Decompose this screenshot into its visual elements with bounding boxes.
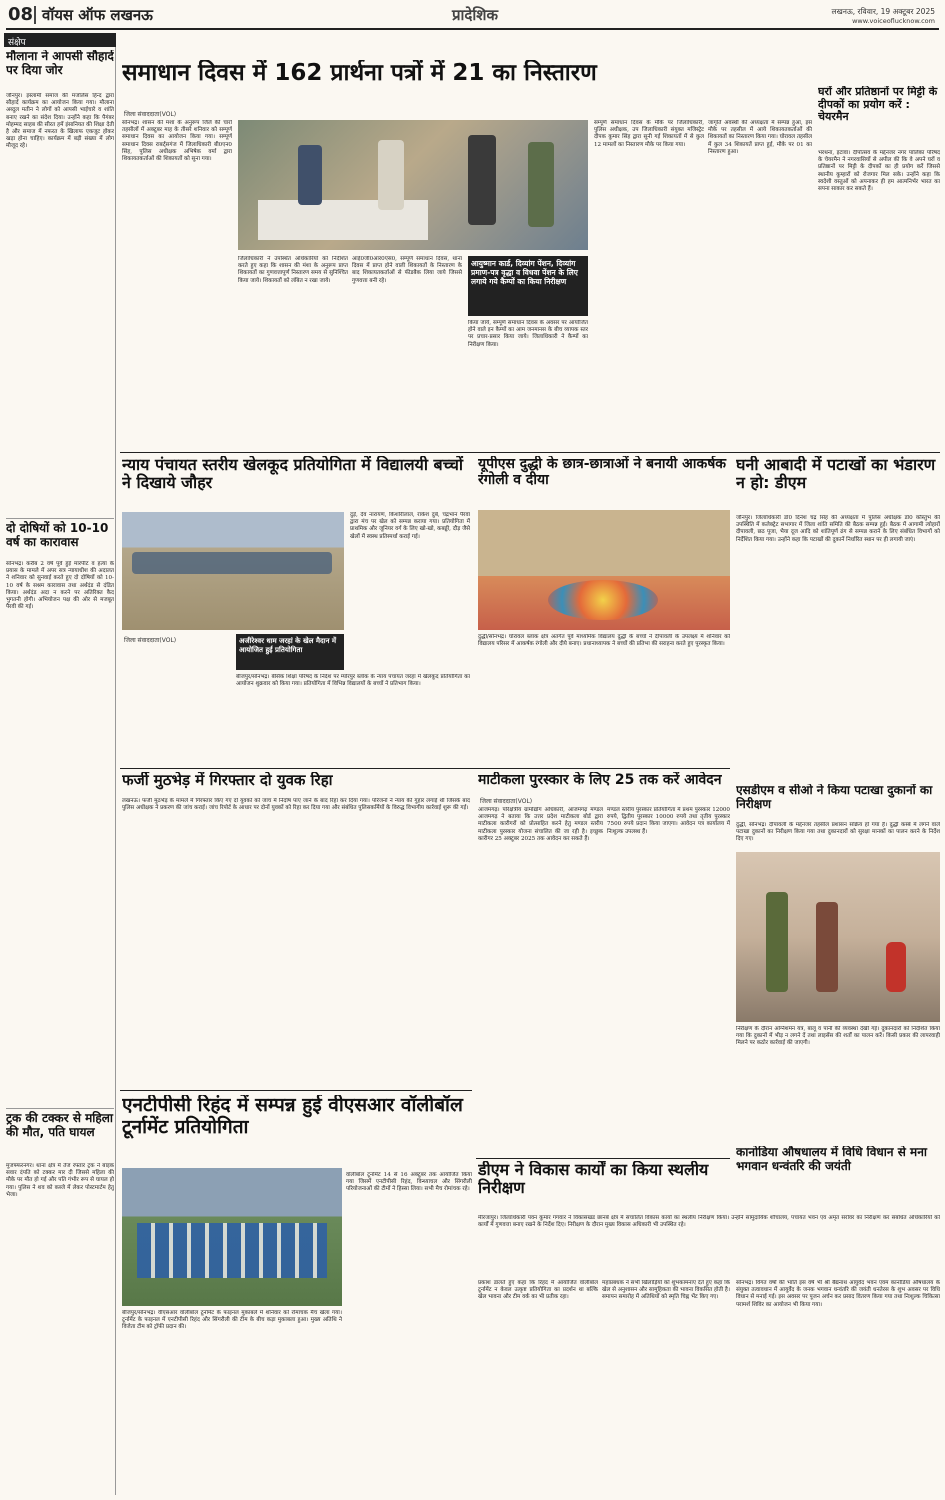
masthead-rule: [6, 28, 939, 30]
main-photo-figure: [298, 145, 322, 205]
main-body-2: जिलाधिकारी ने उपस्थित अधिकारियों को निर्देशित करते हुए कहा कि शासन की मंशा के अनुरूप प्राप्त शिकायतों का गुणवत्तापूर्ण निस्तारण समय से सुनिश्चित किया जाये। शिकायतों को लंबित न रखा जाये।: [238, 256, 348, 284]
brief2-body: सोनभद्र। करीब 2 वर्ष पूर्व हुई मारपीट व हत्या के प्रयास के मामले में अपर सत्र न्यायाधीश की अदालत ने शनिवार को सुनवाई करते हुए दो दोषियों को 10-10 वर्ष के सश्रम कारावास तथा अर्थदंड से दंडित किया। अर्थदंड अदा न करने पर अतिरिक्त कैद भुगतनी होगी। अभियोजन पक्ष की ओर से मजबूत पैरवी की गई।: [6, 561, 114, 611]
main-photo: [238, 120, 588, 250]
main-caption-box: आयुष्मान कार्ड, दिव्यांग पेंशन, दिव्यांग प्रमाण-पत्र वृद्धा व विधवा पेंशन के लिए लगाये गये कैम्पों का किया निरीक्षण: [468, 256, 588, 316]
dhanvantari-body: सोनभद्र। विगत वर्षों की भांति इस वर्ष भी श्री बैद्यनाथ आयुर्वेद भवन एवम कानोडिया औषधालय के संयुक्त तत्वावधान में आयुर्वेद के जनक भगवान धन्वंतरि की जयंती धनतेरस के शुभ अवसर पर विधि विधान से मनाई गई। इस अवसर पर पूजन अर्चन कर प्रसाद वितरण किया गया तथा निःशुल्क चिकित्सा परामर्श शिविर का आयोजन भी किया गया।: [736, 1280, 940, 1308]
volleyball-photo: [122, 1168, 342, 1306]
sidebar-headline: घरों और प्रतिष्ठानों पर मिट्टी के दीपकों का प्रयोग करें : चेयरमैन: [818, 86, 938, 124]
volleyball-headline: एनटीपीसी रिहंद में सम्पन्न हुई वीएसआर वॉलीबॉल टूर्नामेंट प्रतियोगिता: [122, 1095, 463, 1138]
row-rule-1: [120, 452, 940, 453]
arrest-headline: फर्जी मुठभेड़ में गिरफ्तार दो युवक रिहा: [122, 772, 333, 789]
sdm-body: दुद्धी, सोनभद्र। दीपावली के मद्देनजर तहसील प्रशासन सक्रिय हो गया है। दुद्धी कस्बे में लगने वाले पटाखा दुकानों का निरीक्षण किया गया तथा दुकानदारों को सुरक्षा मानकों का पालन करने के निर्देश दिए गए।: [736, 822, 940, 843]
brief1-body: जौनपुर। इस्लामी समाज की मजलिस हिन्द द्वारा सौहार्द कार्यक्रम का आयोजन किया गया। मौलाना अब्दुल मतीन ने लोगों को आपसी भाईचारे व शांति बनाए रखने का संदेश दिया। उन्होंने कहा कि पैगंबर मोहम्मद साहब की सीरत हमें इंसानियत की शिक्षा देती है और समाज में नफरत के खिलाफ एकजुट होकर खड़ा होना चाहिए। कार्यक्रम में बड़ी संख्या में लोग मौजूद रहे।: [6, 93, 114, 150]
main-body-5: सम्पूर्ण समाधान दिवस के मौके पर जिलाधिकारी, पुलिस अधीक्षक, उप जिलाधिकारी संयुक्त मजिस्ट्रेट दीपक कुमार सिंह द्वारा सुनी गई शिकायतों में से कुल 12 मामलों का निस्तारण मौके पर किया गया।: [594, 120, 704, 148]
rangoli-photo-pattern: [548, 580, 658, 620]
sidebar-body: भरथना, इटावा। दीपोत्सव के मद्देनजर नगर पालिका परिषद के चेयरमैन ने नगरवासियों से अपील की कि वे अपने घरों व प्रतिष्ठानों पर मिट्टी के दीपकों का ही प्रयोग करें जिससे स्थानीय कुम्हारों को रोजगार मिल सके। उन्होंने कहा कि स्वदेशी वस्तुओं को अपनाकर ही हम आत्मनिर्भर भारत का सपना साकार कर सकते हैं।: [818, 150, 940, 193]
sdm-photo: [736, 852, 940, 1022]
rangoli-body: दुद्धी/सोनभद्र। घोरावल ब्लाक क्षेत्र अंतर्गत पूर्व माध्यमिक विद्यालय दुद्धी के बच्चों ने दीपावली के उपलक्ष्य में शनिवार को विद्यालय परिसर में आकर्षक रंगोली और दीये बनाए। प्रधानाध्यापक ने बच्चों की प्रतिभा की सराहना करते हुए पुरस्कृत किया।: [478, 634, 730, 648]
volleyball-photo-team: [137, 1223, 327, 1278]
main-headline: समाधान दिवस में 162 प्रार्थना पत्रों में 21 का निस्तारण: [122, 60, 597, 86]
clay-headline: माटीकला पुरस्कार के लिए 25 तक करें आवेदन: [478, 772, 722, 788]
brief2-headline: दो दोषियों को 10-10 वर्ष का कारावास: [6, 518, 114, 558]
main-photo-figure: [528, 142, 554, 227]
dm-body: मीरजापुर। जिलाधिकारी पवन कुमार गंगवार ने विकासखंड छानबे क्षेत्र में संचालित विकास कार्यों का स्थलीय निरीक्षण किया। उन्होंने सामुदायिक शौचालय, पंचायत भवन एवं अमृत सरोवर का निरीक्षण कर संबंधित अधिकारियों को कार्यों में गुणवत्ता बनाए रखने के निर्देश दिए। निरीक्षण के दौरान मुख्य विकास अधिकारी भी उपस्थित रहे।: [478, 1215, 940, 1229]
crackers-headline: घनी आबादी में पटाखों का भंडारण न हो: डीएम: [736, 456, 936, 493]
sports-headline: न्याय पंचायत स्तरीय खेलकूद प्रतियोगिता में विद्यालयी बच्चों ने दिखाये जौहर: [122, 456, 464, 493]
volleyball-body-3: प्रकाश डालते हुए कहा कि रिहंद में आयोजित वॉलीबॉल टूर्नामेंट न केवल उत्कृष्ट प्रतियोगिता का प्रदर्शन था बल्कि खेल भावना और टीम वर्क का भी प्रतीक रहा।: [478, 1280, 598, 1301]
main-body-4: किया जाये, सम्पूर्ण समाधान दिवस के अवसर पर आयोजित होने वाले इन कैम्पों का आम जनमानस के बीच व्यापक स्तर पर प्रचार-प्रसार किया जाये। जिलाधिकारी ने कैम्पों का निरीक्षण किया।: [468, 320, 588, 348]
main-body-3: आई0जी0आर0एस0, सम्पूर्ण समाधान दिवस, थाना दिवस में प्राप्त होने वाली शिकायतों के निस्तारण के बाद शिकायतकर्ताओं से फीडबैक लिया जाये जिससे गुणवत्ता बनी रहे।: [352, 256, 462, 284]
masthead-divider: [34, 6, 36, 24]
brief-label: संक्षेप: [4, 33, 116, 47]
sports-body-1: बीजपुर/सोनभद्र। बेसिक शिक्षा परिषद के निर्देश पर म्योरपुर ब्लॉक के न्याय पंचायत जरहां में खेलकूद प्रतियोगिता का आयोजन शुक्रवार को किया गया। प्रतियोगिता में विभिन्न विद्यालयों के बच्चों ने प्रतिभाग किया।: [236, 674, 470, 688]
brief3-body: मुजफ्फरनगर। थाना क्षेत्र में तेज रफ्तार ट्रक ने बाइक सवार दंपति को टक्कर मार दी जिससे महिला की मौके पर मौत हो गई और पति गंभीर रूप से घायल हो गया। पुलिस ने शव को कब्जे में लेकर पोस्टमार्टम हेतु भेजा।: [6, 1163, 114, 1198]
page-number: 08: [8, 4, 34, 25]
paper-name: वॉयस ऑफ लखनऊ: [42, 6, 153, 24]
main-body-1: सोनभद्र। शासन की मंशा के अनुरूप जिले की चारों तहसीलों में अक्टूबर माह के तीसरे शनिवार को सम्पूर्ण समाधान दिवस का आयोजन किया गया। सम्पूर्ण समाधान दिवस राबर्ट्सगंज में जिलाधिकारी बी0एन0 सिंह, पुलिस अधीक्षक अभिषेक वर्मा द्वारा शिकायतकर्ताओं की शिकायतों को सुना गया।: [122, 120, 232, 163]
rangoli-headline: यूपीएस दुद्धी के छात्र-छात्राओं ने बनायी आकर्षक रंगोली व दीया: [478, 456, 727, 489]
volleyball-body-4: महाप्रबंधक ने सभी खिलाड़ियों को शुभकामनाएं देते हुए कहा कि खेल से अनुशासन और सामूहिकता की भावना विकसित होती है। समापन समारोह में अतिथियों को स्मृति चिह्न भेंट किए गए।: [602, 1280, 730, 1301]
section-title: प्रादेशिक: [452, 6, 498, 24]
brief1-headline: मौलाना ने आपसी सौहार्द पर दिया जोर: [6, 50, 114, 77]
arrest-body: लखनऊ। फर्जी मुठभेड़ के मामले में गिरफ्तार किए गए दो युवकों को जांच में निर्दोष पाए जाने के बाद रिहा कर दिया गया। परिजनों ने न्याय की गुहार लगाई थी जिसके बाद पुलिस अधीक्षक ने प्रकरण की जांच कराई। जांच रिपोर्ट के आधार पर दोनों युवकों को रिहा कर दिया गया और संबंधित पुलिसकर्मियों के विरुद्ध विभागीय कार्रवाई शुरू की गई।: [122, 798, 470, 812]
volleyball-body-2: वॉलीबॉल टूर्नामेंट 14 से 16 अक्टूबर तक आयोजित किया गया जिसमें एनटीपीसी रिहंद, विन्ध्याचल और सिंगरौली परियोजनाओं की टीमों ने हिस्सा लिया। सभी मैच रोमांचक रहे।: [346, 1172, 472, 1193]
dhanvantari-headline: कानोडिया औषधालय में विधि विधान से मना भगवान धन्वंतरि की जयंती: [736, 1146, 927, 1173]
sdm-photo-figure: [766, 892, 788, 992]
crackers-body: जौनपुर। जिलाधिकारी डॉ0 दिनेश चंद्र सिंह की अध्यक्षता में पुलिस अधीक्षक डॉ0 कौस्तुभ की उपस्थिति में कलेक्ट्रेट सभागार में जिला शांति समिति की बैठक सम्पन्न हुई। बैठक में आगामी त्योहारों दीपावली, छठ पूजा, भैया दूज आदि को शांतिपूर्ण ढंग से सम्पन्न कराने के लिए संबंधित विभागों को निर्देशित किया गया। उन्होंने कहा कि पटाखों की दुकानें निर्धारित स्थान पर ही लगायी जाएं।: [736, 515, 940, 543]
sdm-body-2: निरीक्षण के दौरान अग्निशमन यंत्र, बालू व पानी की व्यवस्था देखी गई। दुकानदारों को निर्देशित किया गया कि दुकानों में भीड़ न लगने दें तथा लाइसेंस की शर्तों का पालन करें। किसी प्रकार की लापरवाही मिलने पर कठोर कार्रवाई की जाएगी।: [736, 1026, 940, 1047]
sports-photo: [122, 512, 344, 630]
clay-body-2: मण्डल स्तरीय पुरस्कार प्रतियोगिता में प्रथम पुरस्कार 12000 रुपये, द्वितीय पुरस्कार 10000 रुपये तथा तृतीय पुरस्कार 7500 रुपये प्रदान किया जाएगा। आवेदन पत्र कार्यालय में निःशुल्क उपलब्ध हैं।: [607, 807, 730, 835]
row-rule-3: [476, 1158, 730, 1159]
main-photo-figure: [378, 140, 404, 210]
brief-column: [4, 33, 116, 1495]
sports-caption-box: अजीरेश्वर धाम जरहां के खेल मैदान में आयोजित हुई प्रतियोगिता: [236, 634, 344, 670]
volleyball-body-1: बीजपुर/सोनभद्र। वीएसआर वॉलीबॉल टूर्नामेंट के फाइनल मुकाबले में शनिवार को रोमांचक मैच खेला गया। टूर्नामेंट के फाइनल में एनटीपीसी रिहंद और सिंगरौली की टीम के बीच कड़ा मुकाबला हुआ। मुख्य अतिथि ने विजेता टीम को ट्रॉफी प्रदान की।: [122, 1310, 342, 1331]
main-body-6: जागृति अवस्थी की अध्यक्षता में सम्पन्न हुआ, इस मौके पर तहसील में आये शिकायतकर्ताओं की शिकायतों का निस्तारण किया गया। घोरावल तहसील में कुल 34 शिकायतें प्राप्त हुई, मौके पर 01 का निस्तारण हुआ।: [708, 120, 812, 155]
row-rule-4: [120, 1090, 472, 1091]
sdm-photo-cylinder: [886, 942, 906, 992]
sdm-photo-figure: [816, 902, 838, 992]
sports-byline: जिला संवाददाता(VOL): [124, 637, 177, 644]
dm-headline: डीएम ने विकास कार्यों का किया स्थलीय निरीक्षण: [478, 1161, 709, 1198]
dateline: लखनऊ, रविवार, 19 अक्टूबर 2025: [831, 7, 935, 16]
row-rule-2: [120, 768, 730, 769]
clay-byline: जिला संवाददाता(VOL): [480, 798, 533, 805]
sports-photo-crowd: [132, 552, 332, 574]
rangoli-photo: [478, 510, 730, 630]
main-photo-figure: [468, 135, 496, 225]
main-byline: जिला संवाददाता(VOL): [124, 111, 177, 118]
website: www.voiceoflucknow.com: [852, 17, 935, 25]
sdm-headline: एसडीएम व सीओ ने किया पटाखा दुकानों का निरीक्षण: [736, 784, 933, 811]
clay-body: आजमगढ़। परिक्षेत्रीय ग्रामोद्योग अधिकारी, आजमगढ़ मण्डल आजमगढ़ ने बताया कि उत्तर प्रदेश माटीकला बोर्ड द्वारा माटीकला कारीगरों को प्रोत्साहित करने हेतु मण्डल स्तरीय माटीकला पुरस्कार योजना संचालित की जा रही है। इच्छुक कारीगर 25 अक्टूबर 2025 तक आवेदन कर सकते हैं।: [478, 807, 603, 842]
sports-body-2: दुड़े, देव नारायण, किशोरीलाल, राकेश दुबे, चंद्रभान पैरवा द्वारा मंच पर खेल को सम्पन्न कराया गया। प्रतियोगिता में प्राथमिक और जूनियर वर्ग के लिए खो-खो, कबड्डी, दौड़ जैसे खेलों में स्वस्थ प्रतिस्पर्धा कराई गई।: [350, 512, 470, 540]
brief3-headline: ट्रक की टक्कर से महिला की मौत, पति घायल: [6, 1108, 114, 1160]
